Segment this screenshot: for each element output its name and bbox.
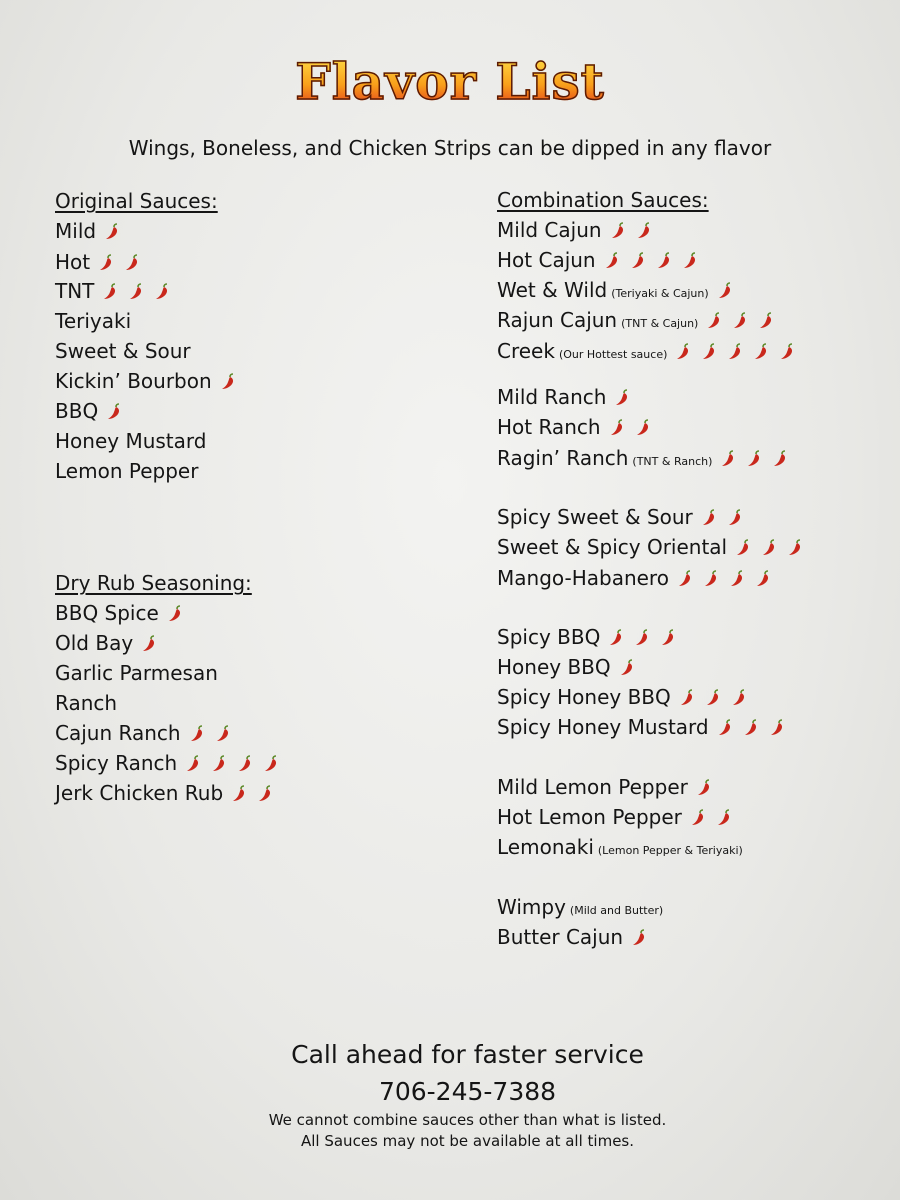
chili-pepper-icon	[126, 283, 146, 301]
page-title: Flavor List	[0, 52, 900, 111]
chili-pepper-icon	[718, 450, 738, 468]
chili-pepper-icon	[694, 779, 714, 797]
flavor-item	[55, 601, 191, 628]
flavor-name: BBQ	[55, 399, 99, 423]
heat-rating	[104, 402, 130, 426]
flavor-name: Ragin’ Ranch	[497, 446, 629, 470]
chili-pepper-icon	[727, 570, 747, 588]
chili-pepper-icon	[680, 252, 700, 270]
flavor-name: Ranch	[55, 691, 118, 715]
chili-pepper-icon	[100, 283, 120, 301]
flavor-name: Hot Cajun	[497, 248, 596, 272]
chili-pepper-icon	[607, 419, 627, 437]
heat-rating	[715, 281, 741, 305]
heat-rating	[218, 372, 244, 396]
flavor-name: Sweet & Spicy Oriental	[497, 535, 728, 559]
chili-pepper-icon	[699, 343, 719, 361]
flavor-item	[55, 721, 239, 748]
flavor-name: Lemon Pepper	[55, 459, 199, 483]
heat-rating	[733, 538, 811, 562]
flavor-item	[497, 715, 793, 742]
call-ahead-text: Call ahead for faster service	[291, 1040, 644, 1069]
chili-pepper-icon	[632, 629, 652, 647]
chili-pepper-icon	[704, 312, 724, 330]
chili-pepper-icon	[187, 725, 207, 743]
chili-pepper-icon	[628, 252, 648, 270]
chili-pepper-icon	[633, 419, 653, 437]
heat-rating	[612, 388, 638, 412]
flavor-name: Creek	[497, 339, 555, 363]
dry-rub-heading: Dry Rub Seasoning:	[55, 571, 252, 595]
heat-rating	[607, 418, 659, 442]
flavor-name: Butter Cajun	[497, 925, 624, 949]
flavor-item	[497, 415, 659, 442]
chili-pepper-icon	[770, 450, 790, 468]
chili-pepper-icon	[183, 755, 203, 773]
flavor-item	[497, 895, 663, 923]
flavor-name: Cajun Ranch	[55, 721, 181, 745]
flavor-item	[497, 446, 796, 474]
chili-pepper-icon	[785, 539, 805, 557]
flavor-note: (Lemon Pepper & Teriyaki)	[597, 844, 743, 857]
flavor-item	[497, 339, 803, 367]
heat-rating	[139, 634, 165, 658]
footer-note: All Sauces may not be available at all times.	[300, 1132, 635, 1150]
flavor-name: Mango-Habanero	[497, 566, 669, 590]
chili-pepper-icon	[209, 755, 229, 773]
flavor-name: Spicy Ranch	[55, 751, 178, 775]
chili-pepper-icon	[606, 629, 626, 647]
chili-pepper-icon	[725, 343, 745, 361]
heat-rating	[629, 928, 655, 952]
chili-pepper-icon	[213, 725, 233, 743]
heat-rating	[187, 724, 239, 748]
chili-pepper-icon	[733, 539, 753, 557]
chili-pepper-icon	[741, 719, 761, 737]
flavor-name: Garlic Parmesan	[55, 661, 218, 685]
chili-pepper-icon	[255, 785, 275, 803]
chili-pepper-icon	[261, 755, 281, 773]
flavor-item	[497, 308, 782, 336]
flavor-name: Mild Ranch	[497, 385, 607, 409]
heat-rating	[688, 808, 740, 832]
heat-rating	[102, 222, 128, 246]
flavor-name: Spicy Honey Mustard	[497, 715, 709, 739]
heat-rating	[718, 449, 796, 473]
chili-pepper-icon	[688, 809, 708, 827]
flavor-name: Kickin’ Bourbon	[55, 369, 212, 393]
chili-pepper-icon	[701, 570, 721, 588]
flavor-name: Old Bay	[55, 631, 134, 655]
chili-pepper-icon	[139, 635, 159, 653]
chili-pepper-icon	[608, 222, 628, 240]
flavor-item	[497, 805, 740, 832]
flavor-item	[55, 631, 165, 658]
flavor-item	[497, 248, 706, 275]
flavor-name: Honey BBQ	[497, 655, 611, 679]
chili-pepper-icon	[165, 605, 185, 623]
flavor-name: Mild	[55, 219, 97, 243]
chili-pepper-icon	[612, 389, 632, 407]
flavor-name: Honey Mustard	[55, 429, 207, 453]
flavor-note: (TNT & Cajun)	[621, 317, 699, 330]
flavor-note: (Teriyaki & Cajun)	[611, 287, 709, 300]
heat-rating	[165, 604, 191, 628]
flavor-item	[55, 219, 128, 246]
heat-rating	[715, 718, 793, 742]
flavor-name: Mild Cajun	[497, 218, 602, 242]
flavor-item	[497, 566, 779, 593]
chili-pepper-icon	[229, 785, 249, 803]
flavor-item	[55, 339, 191, 363]
original-sauces-heading: Original Sauces:	[55, 189, 218, 213]
chili-pepper-icon	[673, 343, 693, 361]
chili-pepper-icon	[654, 252, 674, 270]
flavor-name: Wet & Wild	[497, 278, 608, 302]
chili-pepper-icon	[703, 689, 723, 707]
subtitle: Wings, Boneless, and Chicken Strips can be dipped in any flavor	[128, 136, 772, 160]
heat-rating	[606, 628, 684, 652]
flavor-name: Hot Lemon Pepper	[497, 805, 682, 829]
flavor-name: Rajun Cajun	[497, 308, 618, 332]
flavor-note: (Mild and Butter)	[569, 904, 664, 917]
flavor-item	[497, 655, 643, 682]
flavor-item	[497, 625, 684, 652]
flavor-name: TNT	[55, 279, 95, 303]
chili-pepper-icon	[725, 509, 745, 527]
heat-rating	[677, 688, 755, 712]
chili-pepper-icon	[753, 570, 773, 588]
chili-pepper-icon	[751, 343, 771, 361]
footer-note: We cannot combine sauces other than what is listed.	[268, 1111, 667, 1129]
heat-rating	[602, 251, 706, 275]
chili-pepper-icon	[759, 539, 779, 557]
flavor-item	[497, 775, 720, 802]
flavor-item	[497, 218, 660, 245]
chili-pepper-icon	[634, 222, 654, 240]
chili-pepper-icon	[102, 223, 122, 241]
chili-pepper-icon	[104, 403, 124, 421]
flavor-name: Wimpy	[497, 895, 566, 919]
flavor-item	[55, 781, 281, 808]
chili-pepper-icon	[675, 570, 695, 588]
flavor-item	[497, 925, 655, 952]
flavor-item	[55, 309, 131, 333]
flavor-item	[497, 535, 811, 562]
heat-rating	[229, 784, 281, 808]
chili-pepper-icon	[152, 283, 172, 301]
chili-pepper-icon	[218, 373, 238, 391]
flavor-name: Jerk Chicken Rub	[55, 781, 224, 805]
flavor-item	[497, 278, 741, 306]
flavor-note: (Our Hottest sauce)	[558, 348, 668, 361]
flavor-item	[55, 399, 130, 426]
flavor-name: Lemonaki	[497, 835, 594, 859]
flavor-name: Hot Ranch	[497, 415, 601, 439]
flavor-name: Sweet & Sour	[55, 339, 191, 363]
chili-pepper-icon	[235, 755, 255, 773]
chili-pepper-icon	[617, 659, 637, 677]
heat-rating	[673, 342, 803, 366]
flavor-item	[55, 661, 218, 685]
heat-rating	[183, 754, 287, 778]
flavor-name: Mild Lemon Pepper	[497, 775, 688, 799]
combination-sauces-heading: Combination Sauces:	[497, 188, 709, 212]
flavor-item	[55, 429, 206, 453]
flavor-name: Spicy BBQ	[497, 625, 601, 649]
flavor-item	[497, 385, 638, 412]
flavor-name: Spicy Honey BBQ	[497, 685, 671, 709]
chili-pepper-icon	[602, 252, 622, 270]
heat-rating	[675, 569, 779, 593]
flavor-item	[497, 505, 751, 532]
flavor-item	[55, 459, 198, 483]
flavor-item	[497, 835, 743, 863]
flavor-item	[55, 691, 117, 715]
chili-pepper-icon	[767, 719, 787, 737]
heat-rating	[699, 508, 751, 532]
flavor-name: Teriyaki	[55, 309, 132, 333]
flavor-name: BBQ Spice	[55, 601, 159, 625]
flavor-name: Hot	[55, 250, 91, 274]
chili-pepper-icon	[730, 312, 750, 330]
chili-pepper-icon	[658, 629, 678, 647]
flavor-item	[55, 279, 178, 306]
flavor-item	[497, 685, 755, 712]
flavor-item	[55, 751, 287, 778]
chili-pepper-icon	[715, 719, 735, 737]
flavor-note: (TNT & Ranch)	[632, 455, 713, 468]
chili-pepper-icon	[96, 254, 116, 272]
chili-pepper-icon	[677, 689, 697, 707]
chili-pepper-icon	[715, 282, 735, 300]
flavor-item	[55, 369, 244, 396]
heat-rating	[704, 311, 782, 335]
heat-rating	[617, 658, 643, 682]
chili-pepper-icon	[729, 689, 749, 707]
chili-pepper-icon	[699, 509, 719, 527]
chili-pepper-icon	[629, 929, 649, 947]
chili-pepper-icon	[777, 343, 797, 361]
chili-pepper-icon	[122, 254, 142, 272]
heat-rating	[608, 221, 660, 245]
chili-pepper-icon	[714, 809, 734, 827]
chili-pepper-icon	[756, 312, 776, 330]
phone-number: 706-245-7388	[378, 1077, 557, 1106]
flavor-item	[55, 250, 148, 277]
flavor-name: Spicy Sweet & Sour	[497, 505, 693, 529]
heat-rating	[694, 778, 720, 802]
chili-pepper-icon	[744, 450, 764, 468]
heat-rating	[100, 282, 178, 306]
heat-rating	[96, 253, 148, 277]
